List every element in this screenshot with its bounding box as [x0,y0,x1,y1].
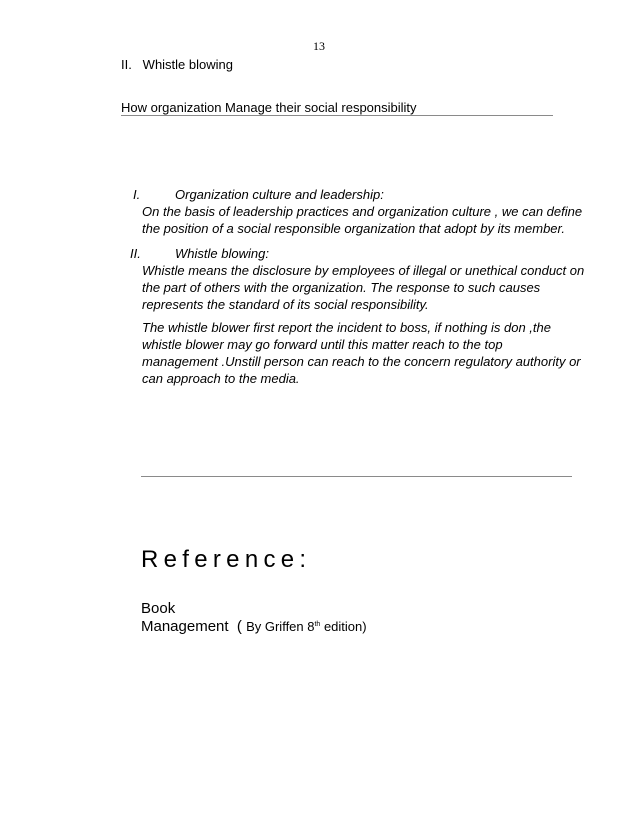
reference-management: Management [141,618,229,635]
section-heading: II. Whistle blowing [121,57,233,72]
body-line: represents the standard of its social responsibility. [142,297,429,312]
item-body [142,203,582,237]
reference-ordinal: th [314,621,321,628]
reference-paren: ( [236,618,242,635]
reference-edition: edition) [320,619,367,634]
body-line: whistle blower may go forward until this matter reach to the top [142,337,503,352]
item-number: II. [130,246,141,261]
body-line: On the basis of leadership practices and organization culture , we can define [142,204,583,219]
subheading: How organization Manage their social responsibility [121,100,417,115]
body-line: the part of others with the organization. The response to such causes [142,280,541,295]
horizontal-rule [141,476,572,477]
reference-author: By Griffen 8 [246,619,315,634]
page-number: 13 [313,39,325,53]
item-title: Whistle blowing: [175,246,269,261]
body-line: Whistle means the disclosure by employees of illegal or unethical conduct on [142,263,585,278]
body-line: can approach to the media. [142,371,300,386]
item-title: Organization culture and leadership: [175,187,384,202]
body-line: The whistle blower first report the incident to boss, if nothing is don ,the [142,320,551,335]
reference-title: Reference: [141,546,312,573]
item-number: I. [133,187,141,202]
body-line: the position of a social responsible organization that adopt by its member. [142,221,565,236]
item-body [142,262,584,313]
reference-book-label: Book [141,600,176,617]
item-body-continued [142,319,581,387]
body-line: management .Unstill person can reach to the concern regulatory authority or [142,354,581,369]
reference-entry [141,618,367,635]
horizontal-rule [121,115,553,116]
